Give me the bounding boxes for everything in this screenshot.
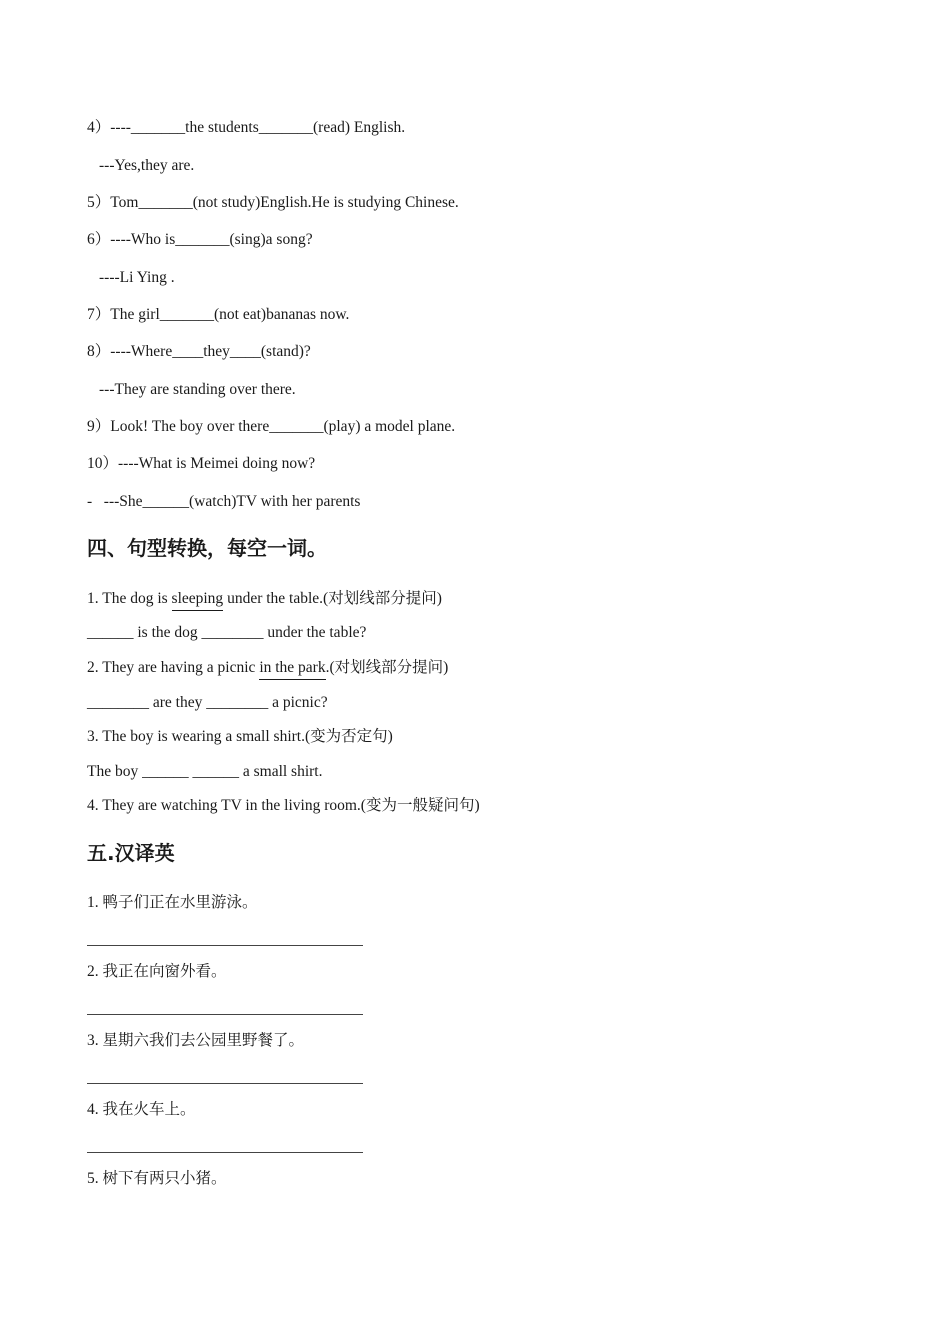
section-5-heading: 五.汉译英 xyxy=(87,841,175,865)
exercise-item-4-answer: ---Yes,they are. xyxy=(99,157,195,174)
answer-line-1 xyxy=(87,945,363,946)
answer-line-3 xyxy=(87,1083,363,1084)
exercise-item-8: 8）----Where____they____(stand)? xyxy=(87,343,311,360)
exercise-item-9: 9）Look! The boy over there_______(play) a model plane. xyxy=(87,418,456,435)
transform-question-3: 3. The boy is wearing a small shirt.(变为否定句) xyxy=(87,728,393,745)
q2-before: 2. They are having a picnic xyxy=(87,659,260,676)
translate-item-5: 5. 树下有两只小猪。 xyxy=(87,1170,227,1187)
translate-item-4: 4. 我在火车上。 xyxy=(87,1101,196,1118)
section-4-heading: 四、句型转换，每空一词。 xyxy=(87,536,327,560)
transform-answer-2: ________ are they ________ a picnic? xyxy=(87,694,328,711)
q1-underlined: sleeping xyxy=(172,590,224,611)
transform-question-2 xyxy=(87,658,448,678)
translate-item-3: 3. 星期六我们去公园里野餐了。 xyxy=(87,1032,305,1049)
exercise-item-10-answer: - ---She______(watch)TV with her parents xyxy=(87,493,361,510)
exercise-item-6: 6）----Who is_______(sing)a song? xyxy=(87,231,313,248)
exercise-item-7: 7）The girl_______(not eat)bananas now. xyxy=(87,306,350,323)
transform-question-4: 4. They are watching TV in the living room.(变为一般疑问句) xyxy=(87,797,480,814)
exercise-item-4: 4）----_______the students_______(read) English. xyxy=(87,119,406,136)
answer-line-2 xyxy=(87,1014,363,1015)
exercise-item-10: 10）----What is Meimei doing now? xyxy=(87,455,316,472)
translate-item-2: 2. 我正在向窗外看。 xyxy=(87,963,227,980)
q2-underlined: in the park xyxy=(259,659,325,680)
q1-before: 1. The dog is xyxy=(87,590,172,607)
translate-item-1: 1. 鸭子们正在水里游泳。 xyxy=(87,894,258,911)
exercise-item-6-answer: ----Li Ying . xyxy=(99,269,175,286)
transform-question-1 xyxy=(87,589,442,609)
transform-answer-1: ______ is the dog ________ under the table? xyxy=(87,624,367,641)
q2-after: .(对划线部分提问) xyxy=(325,659,449,676)
exercise-item-8-answer: ---They are standing over there. xyxy=(99,381,296,398)
transform-answer-3: The boy ______ ______ a small shirt. xyxy=(87,763,323,780)
answer-line-4 xyxy=(87,1152,363,1153)
q1-after: under the table.(对划线部分提问) xyxy=(223,590,442,607)
exercise-item-5: 5）Tom_______(not study)English.He is studying Chinese. xyxy=(87,194,459,211)
